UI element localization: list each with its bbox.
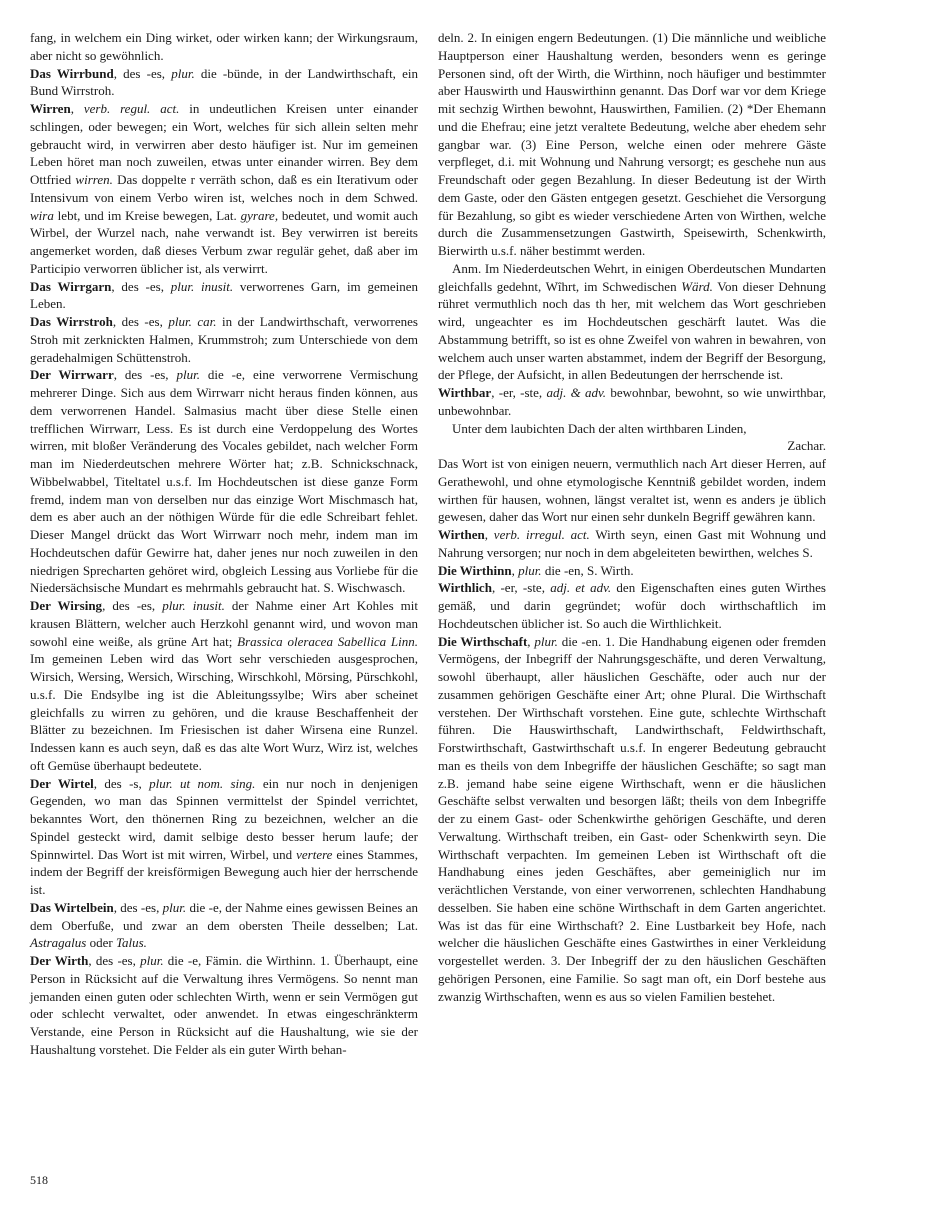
quotation-source: Zachar.: [787, 438, 826, 454]
entry-text: , des -es,: [88, 953, 141, 968]
dictionary-entry: [30, 100, 418, 278]
left-column: [30, 29, 418, 1059]
entry-grammar-note: adj. & adv.: [546, 385, 607, 400]
entry-headword: Wirthlich: [438, 580, 492, 596]
entry-grammar-note: gyrare,: [240, 207, 279, 223]
entry-text: deln. 2. In einigen engern Bedeutungen. (1) Die männliche und weibliche Hauptperson einer Haushaltung werden, besonders wenn es geringe Personen sind, oft der Wirth, die Wirthinn, noch häufiger und bestimmter aber Hauswirth und Hauswirthinn genannt. Das Dorf war vor dem Kriege mit sechzig Wirthen bewohnt, Hauswirthen, Familien. (2) *Der Ehemann und die Ehefrau; eine jetzt veraltete Bedeutung, welche aber ehedem sehr gangbar war. (3) Eine Person, welche einen oder mehrere Gäste verpfleget, d.i. mit Wohnung und Nahrung versorgt; es geschehe nun aus Freundschaft oder gegen Bezahlung. In dieser Bedeutung ist der Wirth dem Gaste, oder den Gästen entgegen gesetzt. Geschiehet die Versorgung für Bezahlung, so gibt es wieder verschiedene Arten von Wirthen, welche durch die Zusammensetzungen Gastwirth, Speisewirth, Schenkwirth, Bierwirth u.s.f. näher bestimmt werden.: [438, 30, 826, 258]
entry-text: Im gemeinen Leben wird das Wort sehr verschieden ausgesprochen, Wirsich, Wersing, Wersich, Wirsching, Wirschkohl, Mörsing, Pürschkohl, u.s.f. Die Endsylbe ing ist die Ableitungssylbe; Wirs aber scheinet gleichfalls zu wirren zu gehören, und die krause Beschaffenheit der Blätter zu bezeichnen. Im Friesischen ist daher Wirsena eine Runzel. Indessen kann es auch seyn, daß es das alte Wort Wurz, Wirz ist, welches oft Gemüse überhaupt bedeutete.: [30, 651, 418, 773]
entry-text: ,: [70, 101, 84, 116]
entry-text: ein nur noch in denjenigen Gegenden, wo man das Spinnen vermittelst der Spindel verrichtet, bekanntes Wort, den thönernen Ring zu bezeichnen, welcher an die Spindel gesteckt wird, damit selbige desto besser herum laufe; der Spinnwirtel. Das Wort ist mit wirren, Wirbel, und: [30, 775, 419, 862]
entry-grammar-note: Wärd.: [681, 278, 713, 294]
entry-text: , des -es,: [113, 899, 163, 915]
entry-headword: Die Wirthschaft: [438, 633, 528, 649]
entry-grammar-note: verb. irregul. act.: [493, 527, 590, 542]
entry-text: fang, in welchem ein Ding wirket, oder wirken kann; der Wirkungsraum, aber nicht so gewöhnlich.: [30, 30, 418, 63]
dictionary-entry: [30, 29, 418, 65]
entry-grammar-note: plur. inusit.: [162, 598, 225, 613]
dictionary-entry: [438, 526, 826, 562]
dictionary-entry: [438, 579, 826, 632]
quotation: Unter dem laubichten Dach der alten wirthbaren Linden,: [452, 420, 747, 436]
entry-text: ,: [511, 562, 519, 578]
entry-headword: Wirren: [30, 101, 71, 116]
entry-text: ,: [484, 527, 494, 542]
entry-grammar-note: plur. car.: [168, 314, 217, 329]
entry-text: die -e, Fämin. die Wirthinn. 1. Überhaupt, eine Person in Rücksicht auf die Verwaltung ihres Vermögens. So nennt man jemanden einen guten oder schlechten Wirth, wenn er sein Vermögen gut oder schlecht verwaltet, oder anwendet. In etwas eingeschränkterm Verstande, eine Person in Rücksicht auf die Haushaltung, wie sie der Haushaltung vorstehet. Die Felder als ein guter Wirth behan-: [30, 953, 418, 1057]
entry-text: , -er, -ste,: [491, 580, 551, 596]
entry-headword: Wirthbar: [438, 385, 492, 400]
entry-grammar-note: plur.: [140, 953, 164, 968]
dictionary-entry: [30, 597, 418, 775]
entry-headword: Wirthen: [438, 527, 485, 542]
entry-text: Wirth seyn, einen Gast mit Wohnung und Nahrung versorgen; nur noch in dem abgeleiteten bewirthen, welches S.: [438, 527, 826, 560]
entry-text: die -bünde, in der Landwirthschaft, ein Bund Wirrstroh.: [30, 65, 418, 99]
entry-grammar-note: vertere: [296, 846, 333, 862]
entry-text: eines Stammes, indem der Begriff der kreisförmigen Bewegung auch hier der herrschende ist.: [30, 846, 418, 897]
dictionary-entry: [438, 562, 826, 580]
entry-grammar-note: plur.: [534, 633, 558, 649]
entry-headword: Der Wirsing: [30, 598, 103, 613]
entry-grammar-note: adj. et adv.: [550, 580, 612, 596]
dictionary-entry: [438, 633, 826, 1006]
entry-grammar-note: verb. regul. act.: [83, 101, 180, 116]
entry-text: , -er, -ste,: [491, 385, 547, 400]
entry-text: verworrenes Garn, im gemeinen Leben.: [30, 278, 418, 312]
entry-text: in der Landwirthschaft, verworrenes Stroh mit zerknickten Halmen, Krummstroh; zum Unterschiede von dem geradehalmigen Schüttenstroh.: [30, 314, 418, 365]
entry-grammar-note: wirren.: [75, 172, 113, 187]
entry-text: der Nahme einer Art Kohles mit krausen Blättern, welcher auch Herzkohl genannt wird, und wovon man sowohl eine weiße, als grüne Art hat;: [30, 598, 419, 649]
entry-grammar-note: Astragalus: [30, 935, 87, 951]
entry-grammar-note: Brassica oleracea Sabellica Linn.: [237, 633, 418, 649]
entry-headword: Das Wirrstroh: [30, 314, 113, 329]
dictionary-entry: [30, 899, 418, 952]
entry-text: Anm. Im Niederdeutschen Wehrt, in einigen Oberdeutschen Mundarten gleichfalls gedehnt, Wîhrt, im Schwedischen: [438, 260, 826, 294]
entry-text: Von dieser Dehnung rühret vermuthlich noch das th her, mit welchem das Wort geschrieben wird, ungeachter es im Hochdeutschen geschärft lautet. Was die Abstammung betrifft, so ist es ohne Zweifel von wahren in bewahren, von welchem auch unser warten abstammet, indem der Begriff der Besorgung, der Pflege, der Aufsicht, in allen Bedeutungen der herrschende ist.: [438, 278, 826, 383]
dictionary-entry: [30, 313, 418, 366]
entry-headword: Das Wirrbund: [30, 65, 114, 81]
entry-text: , des -es,: [113, 65, 172, 81]
entry-headword: Das Wirtelbein: [30, 899, 114, 915]
entry-grammar-note: plur.: [518, 562, 542, 578]
page-number: 518: [30, 1173, 48, 1187]
entry-text: die -en. 1. Die Handhabung eigenen oder fremden Vermögens, der Inbegriff der Nahrungsgeschäfte, und deren Verwaltung, sowohl überhaupt, aller häuslichen Geschäfte, oder auch nur der zusammen gehörigen Geschäfte einer Art; ohne Plural. Die Wirthschaft verstehen. Der Wirthschaft vorstehen. Eine gute, schlechte Wirthschaft führen. Die Hauswirthschaft, Landwirthschaft, Feldwirthschaft, Forstwirthschaft, Gastwirthschaft u.s.f. In engerer Bedeutung gebraucht man es theils von dem Inbegriffe der häuslichen Geschäfte; so sagt man z.B. jemand habe seine eigene Wirthschaft, wenn er die häuslichen Geschäfte selbst verwalten und besorgen läßt; theils von dem Inbegriffe der zu einem Gast- oder Schenkwirthe gehörigen Geschäfte, und deren Verwaltung. Wirthschaft treiben, ein Gast- oder Schenkwirth seyn. Die Wirthschaft verpachten. Im gemeinen Leben ist Wirthschaft oft die Handhabung eines jeden Geschäftes, aber gemeiniglich nur im verächtlichen Verstande, von einer verworrenen, schlechten Handhabung desselben. Sie haben eine schöne Wirthschaft in dem Garten angerichtet. Was ist das für eine Wirthschaft? 2. Eine Lustbarkeit bey Hofe, nach welcher die häuslichen Geschäfte eines Gastwirthes in einer Verkleidung vorgestellet werden. 3. Der Inbegriff der zu den häuslichen Geschäften gehörigen Personen, eine Familie. So sagt man oft, ein Dorf bestehe aus zwanzig Wirthschaften, wenn es aus so vielen Familien bestehet.: [438, 633, 826, 1004]
entry-headword: Der Wirrwarr: [30, 367, 114, 383]
dictionary-entry: [30, 65, 418, 101]
entry-text: die -e, eine verworrene Vermischung mehrerer Dinge. Sich aus dem Wirrwarr nicht heraus finden können, aus dem verworrenen Handel. Salmasius macht über diese Stelle einen trefflichen Wirrwarr, Less. Es ist durch eine Verdoppelung des Wortes wirren, mit bloßer Veränderung des Vocales gebildet, nach welcher Form man im Niederdeutschen mehrere Wörter hat; z.B. Schnickschnack, Wibbelwabbel, Titeltatel u.s.f. Im Hochdeutschen ist diese ganze Form fremd, indem man von derselben nur das einzige Wort Mischmasch hat, dem es aber auch an der nöthigen Würde für die edle Schreibart fehlet. Dieser Mangel drückt das Wort Wirrwarr noch mehr, indem man im Hochdeutschen dafür Gewirre hat, daher jenes nur noch zuweilen in den niedrigen Sprecharten gehöret wird, obgleich Lessing aus Vorliebe für die Niedersächsische Mundart es mehrmahls gebraucht hat. S. Wischwasch.: [30, 367, 418, 596]
dictionary-entry: [30, 366, 418, 597]
entry-text: den Eigenschaften eines guten Wirthes gemäß, und darin gegründet; wofür doch wirthschaftlich im Hochdeutschen üblicher ist. So auch die Wirthlichkeit.: [438, 580, 826, 631]
dictionary-entry: [438, 260, 826, 384]
dictionary-entry: [438, 29, 826, 260]
entry-grammar-note: plur. ut nom. sing.: [149, 775, 256, 791]
entry-headword: Die Wirthinn: [438, 562, 512, 578]
dictionary-entry: [30, 952, 418, 1059]
entry-text: , des -es,: [102, 598, 163, 613]
entry-grammar-note: plur.: [162, 899, 187, 915]
entry-grammar-note: wira: [30, 207, 54, 223]
entry-text: ,: [527, 633, 535, 649]
entry-text: die -e, der Nahme eines gewissen Beines an dem Oberfuße, und zwar an dem obersten Theile desselben; Lat.: [30, 899, 418, 933]
entry-headword: Der Wirth: [30, 953, 89, 968]
entry-text: bewohnbar, bewohnt, so wie unwirthbar, unbewohnbar.: [438, 385, 827, 418]
entry-text: , des -es,: [112, 314, 169, 329]
dictionary-entry: [438, 455, 826, 526]
dictionary-entry: [438, 384, 826, 420]
entry-text: , des -es,: [111, 278, 171, 294]
entry-grammar-note: plur.: [171, 65, 195, 81]
dictionary-entry: [30, 278, 418, 314]
entry-text: die -en, S. Wirth.: [541, 562, 634, 578]
entry-headword: Der Wirtel: [30, 775, 94, 791]
entry-text: oder: [86, 935, 116, 951]
entry-headword: Das Wirrgarn: [30, 278, 112, 294]
entry-text: Das doppelte r verräth schon, daß es ein Iterativum oder Intensivum von einem Verbo wiren ist, welches noch in dem Schwed.: [30, 172, 418, 205]
entry-text: bedeutet, und womit auch Wirbel, der Wurzel nach, nahe verwandt ist. Bey verwirren ist bereits angemerket worden, daß dieses Verbum zwar regulär gehet, daß aber im Participio verworren üblicher ist, als verwirrt.: [30, 207, 418, 276]
entry-grammar-note: Talus.: [115, 935, 147, 951]
right-column: [438, 29, 826, 1005]
entry-text: lebt, und im Kreise bewegen, Lat.: [53, 207, 241, 223]
entry-text: in undeutlichen Kreisen unter einander schlingen, oder bewegen; ein Wort, welches für sich allein selten mehr gebraucht wird, in verwirren aber desto häufiger ist. Nur im gemeinen Leben höret man noch zuweilen, etwas unter einander wirren. Bey dem Ottfried: [30, 101, 418, 187]
entry-text: Das Wort ist von einigen neuern, vermuthlich nach Art dieser Herren, auf Gerathewohl, und ohne etymologische Kenntniß gebildet worden, indem wirthen für hausen, wohnen, längst veraltet ist, wenn es anders je üblich gewesen, daher das Wort nur einen sehr dunkeln Begriff gewähren kann.: [438, 456, 826, 525]
entry-grammar-note: plur. inusit.: [170, 278, 234, 294]
entry-grammar-note: plur.: [176, 367, 200, 383]
entry-text: , des -s,: [93, 775, 150, 791]
dictionary-entry: [30, 775, 418, 899]
entry-text: , des -es,: [113, 367, 177, 383]
